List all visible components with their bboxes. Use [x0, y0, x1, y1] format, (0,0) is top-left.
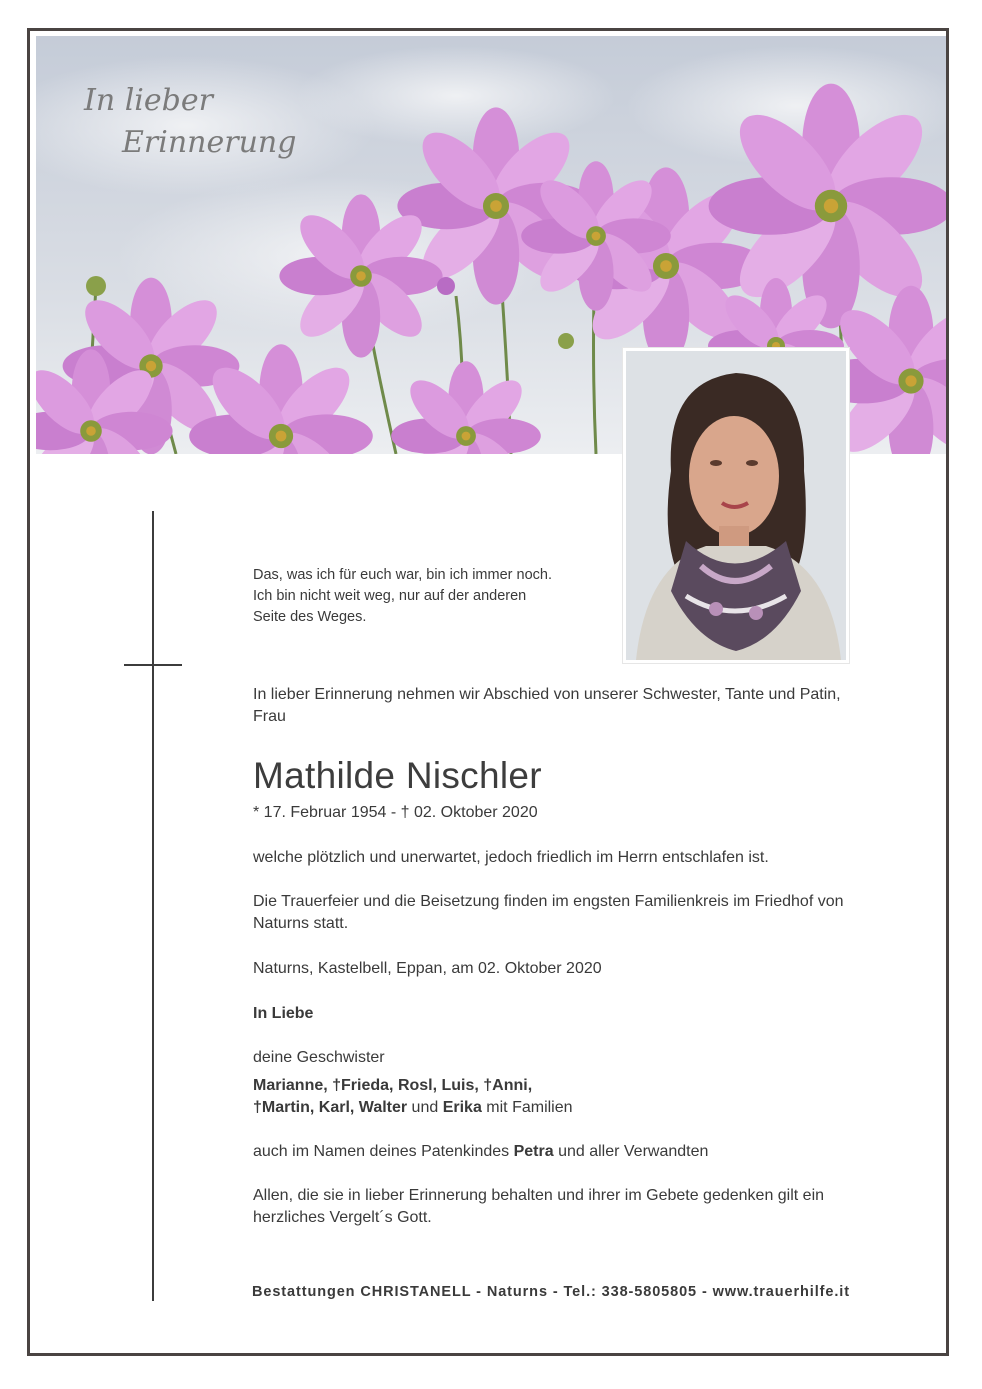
- memorial-quote: [253, 565, 593, 628]
- godchild-suffix: und aller Verwandten: [553, 1143, 709, 1160]
- passing-text: welche plötzlich und unerwartet, jedoch friedlich im Herrn entschlafen ist.: [253, 849, 769, 866]
- siblings-suffix: mit Familien: [481, 1099, 573, 1116]
- siblings-heading: deine Geschwister: [253, 1049, 385, 1066]
- in-love-heading: In Liebe: [253, 1005, 314, 1022]
- script-title: [84, 80, 296, 164]
- date-separator: -: [386, 804, 401, 821]
- quote-line-3: Seite des Weges.: [253, 609, 367, 625]
- funeral-info: Die Trauerfeier und die Beisetzung finden im engsten Familienkreis im Friedhof von Naturns statt.: [253, 893, 844, 932]
- portrait-photo: [623, 348, 849, 663]
- cross-vertical-bar: [152, 511, 154, 1301]
- place-date: Naturns, Kastelbell, Eppan, am 02. Oktober 2020: [253, 960, 602, 977]
- funeral-home-footer: Bestattungen CHRISTANELL - Naturns - Tel.: 338-5805805 - www.trauerhilfe.it: [252, 1284, 850, 1300]
- godchild-prefix: auch im Namen deines Patenkindes: [253, 1143, 514, 1160]
- siblings-connector: und: [407, 1099, 443, 1116]
- godchild-line: [253, 1141, 708, 1163]
- script-title-line2: Erinnerung: [122, 125, 297, 160]
- godchild-name: Petra: [513, 1143, 554, 1160]
- intro-text: In lieber Erinnerung nehmen wir Abschied von unserer Schwester, Tante und Patin, Frau: [253, 686, 841, 725]
- siblings-names-2: †Martin, Karl, Walter: [253, 1099, 408, 1116]
- death-date: † 02. Oktober 2020: [400, 804, 538, 821]
- siblings-line-1: Marianne, †Frieda, Rosl, Luis, †Anni,: [253, 1077, 533, 1094]
- quote-line-1: Das, was ich für euch war, bin ich immer noch.: [253, 567, 552, 583]
- cross-horizontal-bar: [124, 664, 182, 666]
- script-title-line1: In lieber: [84, 83, 213, 118]
- siblings-name-erika: Erika: [442, 1099, 482, 1116]
- quote-line-2: Ich bin nicht weit weg, nur auf der anderen: [253, 588, 527, 604]
- deceased-name: Mathilde Nischler: [253, 755, 542, 796]
- siblings-list: [253, 1075, 573, 1119]
- thanks-text: Allen, die sie in lieber Erinnerung behalten und ihrer im Gebete gedenken gilt ein herzliches Vergelt´s Gott.: [253, 1187, 825, 1226]
- birth-date: * 17. Februar 1954: [253, 804, 387, 821]
- life-dates: [253, 802, 538, 824]
